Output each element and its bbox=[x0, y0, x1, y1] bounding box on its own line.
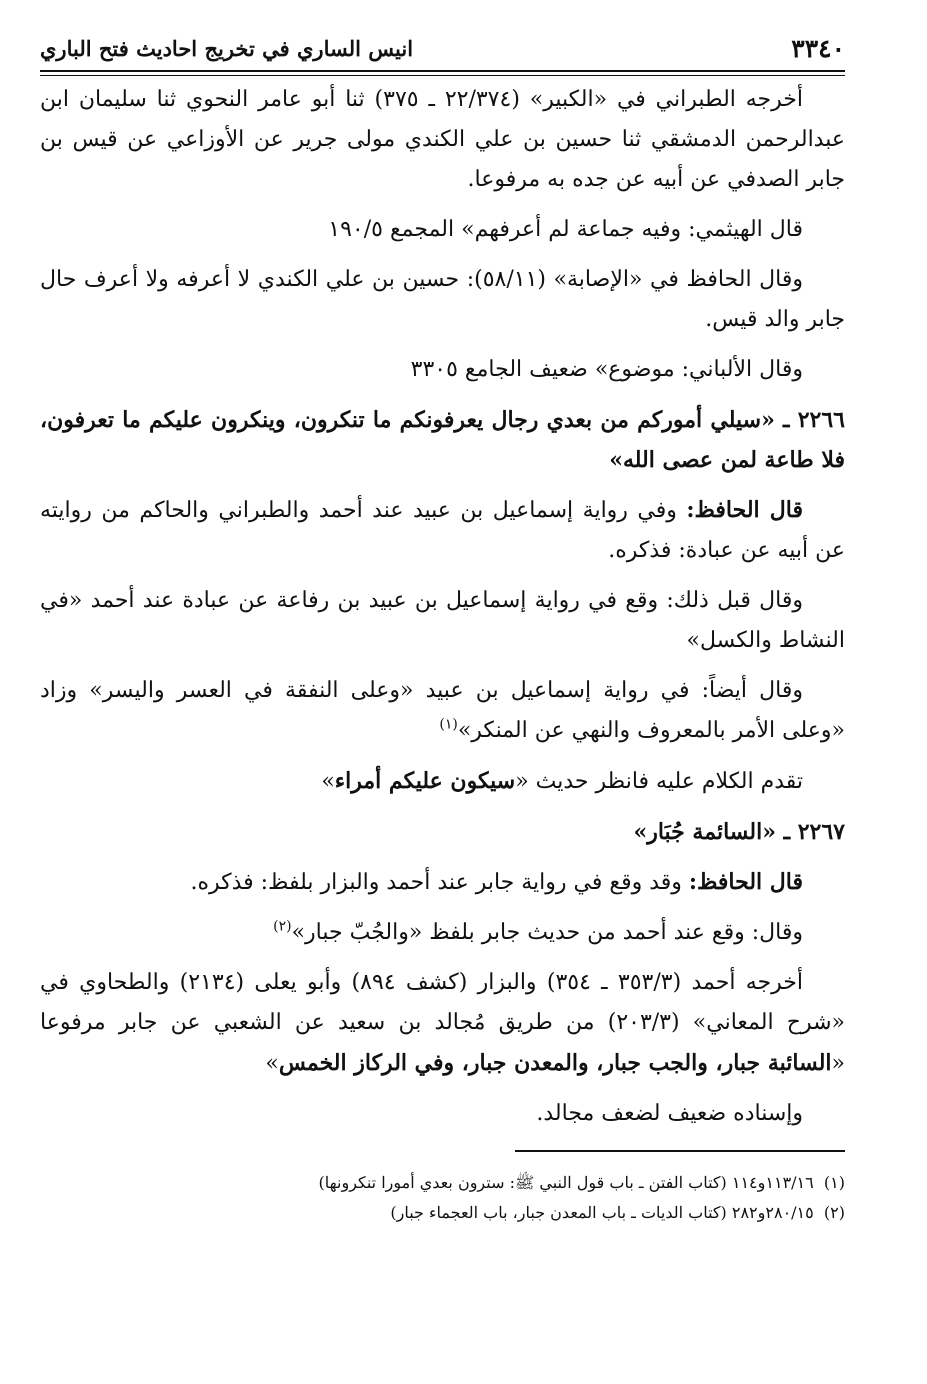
paragraph-qal-qabl: وقال قبل ذلك: وقع في رواية إسماعيل بن عبيد بن رفاعة عن عبادة عند أحمد «في النشاط والكسل» bbox=[40, 588, 845, 653]
header-rule bbox=[40, 70, 845, 76]
paragraph-haythami: قال الهيثمي: وفيه جماعة لم أعرفهم» المجمع ١٩٠/٥ bbox=[328, 217, 803, 242]
paragraph-cross-reference: تقدم الكلام عليه فانظر حديث «سيكون عليكم أمراء» bbox=[321, 768, 803, 794]
page-header bbox=[40, 34, 845, 70]
footnote-ref-2[interactable]: (٢) bbox=[273, 918, 292, 935]
main-text bbox=[40, 80, 845, 1134]
paragraph-takhrij-ahmad: أخرجه أحمد (٣٥٣/٣ ـ ٣٥٤) والبزار (كشف ٨٩٤) وأبو يعلى (٢١٣٤) والطحاوي في «شرح المعاني» (٢٠٣/٣) من طريق مُجالد بن سعيد عن الشعبي عن جابر مرفوعا «السائبة جبار، والجب جبار، والمعدن جبار، وفي الركاز الخمس» bbox=[40, 970, 845, 1076]
running-title: انيس الساري في تخريج احاديث فتح الباري bbox=[40, 36, 414, 61]
paragraph-takhrij-tabarani: أخرجه الطبراني في «الكبير» (٢٢/٣٧٤ ـ ٣٧٥) ثنا أبو عامر النحوي ثنا سليمان ابن عبدالرحمن الدمشقي ثنا حسين بن علي الكندي مولى جرير عن الأوزاعي عن قيس بن جابر الصدفي عن أبيه عن جده به مرفوعا. bbox=[40, 87, 845, 192]
hadith-2266-heading: ٢٢٦٦ ـ «سيلي أموركم من بعدي رجال يعرفونكم ما تنكرون، وينكرون عليكم ما تعرفون، فلا طاعة لمن عصى الله» bbox=[40, 407, 845, 473]
paragraph-wa-qal: وقال: وقع عند أحمد من حديث جابر بلفظ «والجُبّ جبار»$^{(٢)}$ bbox=[273, 918, 803, 945]
footnote-separator bbox=[515, 1150, 845, 1152]
hadith-2267-heading: ٢٢٦٧ ـ «السائمة جُبَار» bbox=[633, 819, 845, 845]
paragraph-albani: وقال الألباني: موضوع» ضعيف الجامع ٣٣٠٥ bbox=[410, 357, 803, 382]
page-number: ٣٣٤٠ bbox=[791, 34, 845, 63]
footnote-2: (٢) ٢٨٠/١٥و٢٨٢ (كتاب الديات ـ باب المعدن جبار، باب العجماء جبار) bbox=[390, 1203, 845, 1222]
paragraph-hafiz-isabah: وقال الحافظ في «الإصابة» (٥٨/١١): حسين بن علي الكندي لا أعرفه ولا أعرف حال جابر والد قيس. bbox=[40, 267, 845, 332]
paragraph-isnad-daif: وإسناده ضعيف لضعف مجالد. bbox=[536, 1101, 803, 1126]
paragraph-hafiz-note-2: قال الحافظ: وقد وقع في رواية جابر عند أحمد والبزار بلفظ: فذكره. bbox=[190, 869, 803, 895]
paragraph-hafiz-note-1: قال الحافظ: وفي رواية إسماعيل بن عبيد عند أحمد والطبراني والحاكم من روايته عن أبيه عن عبادة: فذكره. bbox=[40, 497, 845, 563]
footnotes bbox=[40, 1168, 845, 1228]
footnote-ref-1[interactable]: (١) bbox=[439, 716, 458, 733]
footnote-1: (١) ١١٣/١٦و١١٤ (كتاب الفتن ـ باب قول النبي ﷺ: سترون بعدي أمورا تنكرونها) bbox=[318, 1173, 845, 1192]
paragraph-qal-aydan: وقال أيضاً: في رواية إسماعيل بن عبيد «وعلى النفقة في العسر واليسر» وزاد «وعلى الأمر بالمعروف والنهي عن المنكر»$^{(١)}$ bbox=[40, 678, 845, 743]
